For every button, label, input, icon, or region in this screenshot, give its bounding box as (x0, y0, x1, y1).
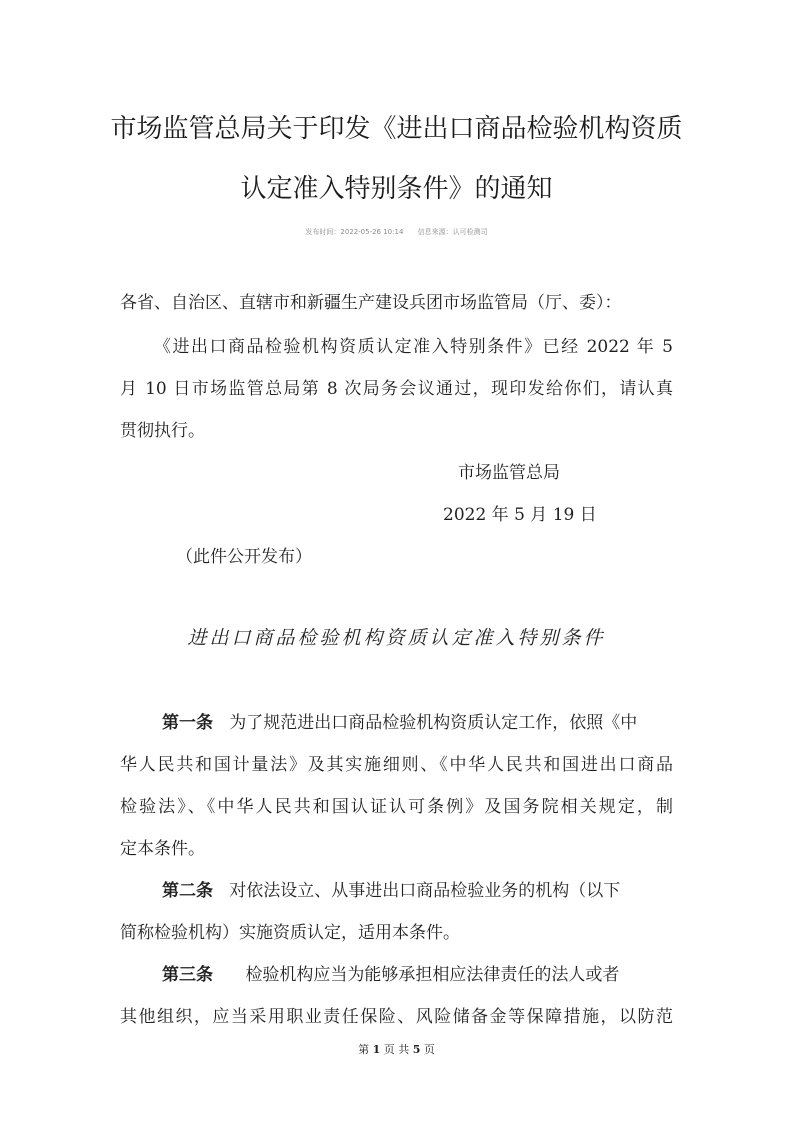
article-3-line-1 (162, 964, 673, 986)
signature-date: 2022 年 5 月 19 日 (443, 505, 597, 525)
article-2-line-1 (162, 880, 673, 902)
total-pages-number: 5 (412, 1043, 421, 1056)
footer-middle: 页 共 (383, 1043, 410, 1056)
notice-body-line-3: 贯彻执行。 (120, 421, 205, 441)
article-3-text: 检验机构应当为能够承担相应法律责任的法人或者 (245, 965, 620, 985)
footer-suffix: 页 (423, 1043, 435, 1056)
article-1-line-1 (162, 712, 673, 734)
article-2-label: 第二条 (162, 881, 213, 901)
notice-body-line-1: 《进出口商品检验机构资质认定准入特别条件》已经 2022 年 5 (154, 337, 673, 357)
article-1-label: 第一条 (162, 713, 213, 733)
document-subheading: 进出口商品检验机构资质认定准入特别条件 (187, 627, 606, 649)
page-footer (0, 1043, 793, 1057)
footer-prefix: 第 (358, 1043, 370, 1056)
public-release-note: （此件公开发布） (176, 547, 312, 567)
article-1-line-4: 定本条件。 (120, 839, 205, 859)
notice-recipient: 各省、自治区、直辖市和新疆生产建设兵团市场监管局（厅、委）： (120, 293, 622, 313)
article-2-line-2: 简称检验机构）实施资质认定，适用本条件。 (120, 923, 460, 943)
signature-organization: 市场监管总局 (458, 463, 560, 483)
current-page-number: 1 (372, 1043, 381, 1056)
info-source: 信息来源：认可检测司 (417, 228, 488, 236)
article-1-line-2: 华人民共和国计量法》及其实施细则、《中华人民共和国进出口商品 (120, 755, 673, 775)
article-3-label: 第三条 (162, 965, 213, 985)
notice-body-line-2: 月 10 日市场监管总局第 8 次局务会议通过，现印发给你们，请认真 (120, 379, 673, 399)
publish-time: 发布时间：2022-05-26 10:14 (305, 228, 404, 236)
document-title-line-2: 认定准入特别条件》的通知 (240, 174, 553, 204)
article-2-text: 对依法设立、从事进出口商品检验业务的机构（以下 (229, 881, 621, 901)
article-3-line-2: 其他组织，应当采用职业责任保险、风险储备金等保障措施，以防范 (120, 1007, 673, 1027)
article-1-line-3: 检验法》、《中华人民共和国认证认可条例》及国务院相关规定，制 (120, 797, 673, 817)
publish-meta (0, 228, 793, 237)
article-1-text: 为了规范进出口商品检验机构资质认定工作，依照《中 (229, 713, 638, 733)
document-title-line-1: 市场监管总局关于印发《进出口商品检验机构资质 (110, 114, 683, 144)
